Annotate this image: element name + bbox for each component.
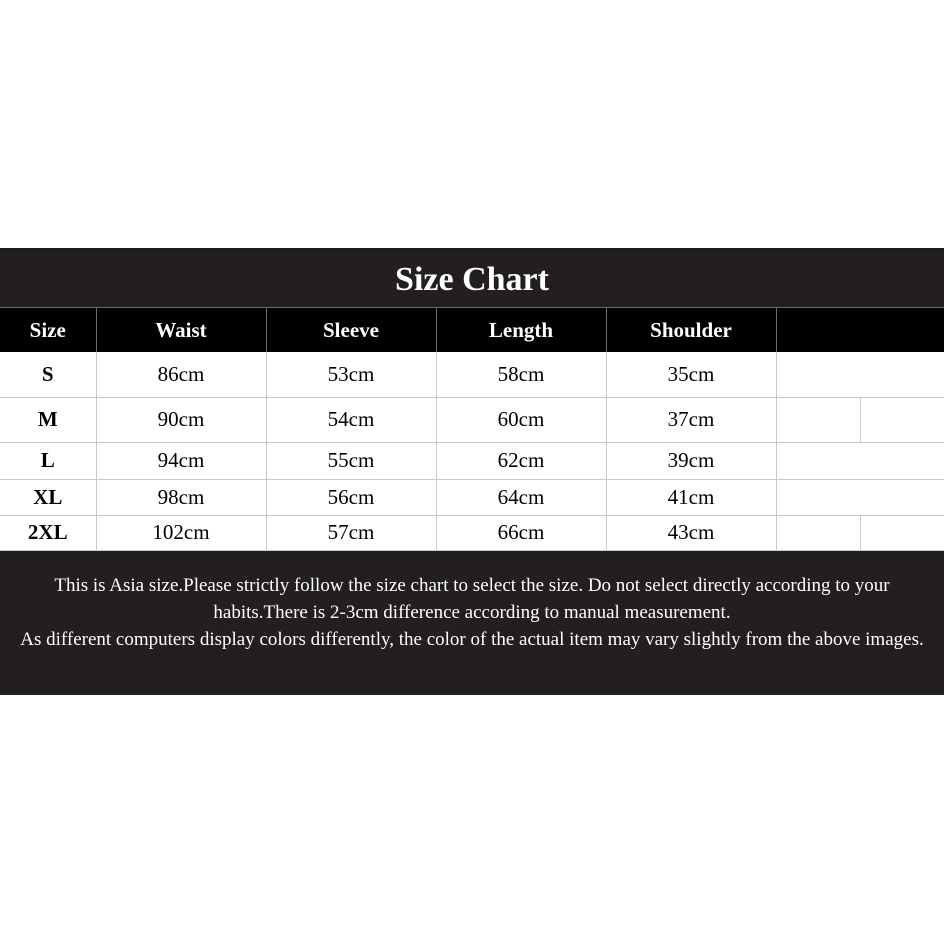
waist-cell: 94cm <box>96 442 266 479</box>
size-table <box>0 307 944 551</box>
waist-cell: 102cm <box>96 515 266 550</box>
length-cell: 64cm <box>436 479 606 515</box>
length-cell: 66cm <box>436 515 606 550</box>
header-empty <box>776 308 944 353</box>
size-chart <box>0 248 944 695</box>
sleeve-cell: 54cm <box>266 397 436 442</box>
table-row <box>0 442 944 479</box>
sleeve-cell: 55cm <box>266 442 436 479</box>
header-size: Size <box>0 308 96 353</box>
shoulder-cell: 37cm <box>606 397 776 442</box>
shoulder-cell: 35cm <box>606 352 776 397</box>
waist-cell: 86cm <box>96 352 266 397</box>
sleeve-cell: 56cm <box>266 479 436 515</box>
waist-cell: 98cm <box>96 479 266 515</box>
sleeve-cell: 57cm <box>266 515 436 550</box>
header-row <box>0 308 944 353</box>
header-shoulder: Shoulder <box>606 308 776 353</box>
note-asia-size: This is Asia size.Please strictly follow the size chart to select the size. Do not select directly according to your habits.There is 2-3cm difference according to manual measurement. <box>54 574 890 623</box>
length-cell: 62cm <box>436 442 606 479</box>
waist-cell: 90cm <box>96 397 266 442</box>
sleeve-cell: 53cm <box>266 352 436 397</box>
empty-cell <box>776 397 944 442</box>
empty-cell <box>776 515 944 550</box>
table-row <box>0 352 944 397</box>
size-cell: M <box>0 397 96 442</box>
length-cell: 60cm <box>436 397 606 442</box>
table-row <box>0 397 944 442</box>
header-sleeve: Sleeve <box>266 308 436 353</box>
shoulder-cell: 39cm <box>606 442 776 479</box>
header-waist: Waist <box>96 308 266 353</box>
table-row <box>0 515 944 550</box>
note-color-variation: As different computers display colors differently, the color of the actual item may vary slightly from the above images. <box>20 628 924 650</box>
size-cell: S <box>0 352 96 397</box>
size-cell: 2XL <box>0 515 96 550</box>
empty-cell <box>776 352 944 397</box>
shoulder-cell: 43cm <box>606 515 776 550</box>
chart-title: Size Chart <box>0 248 944 307</box>
size-note <box>0 551 944 695</box>
shoulder-cell: 41cm <box>606 479 776 515</box>
table-row <box>0 479 944 515</box>
header-length: Length <box>436 308 606 353</box>
size-cell: XL <box>0 479 96 515</box>
empty-cell <box>776 479 944 515</box>
size-cell: L <box>0 442 96 479</box>
length-cell: 58cm <box>436 352 606 397</box>
empty-cell <box>776 442 944 479</box>
